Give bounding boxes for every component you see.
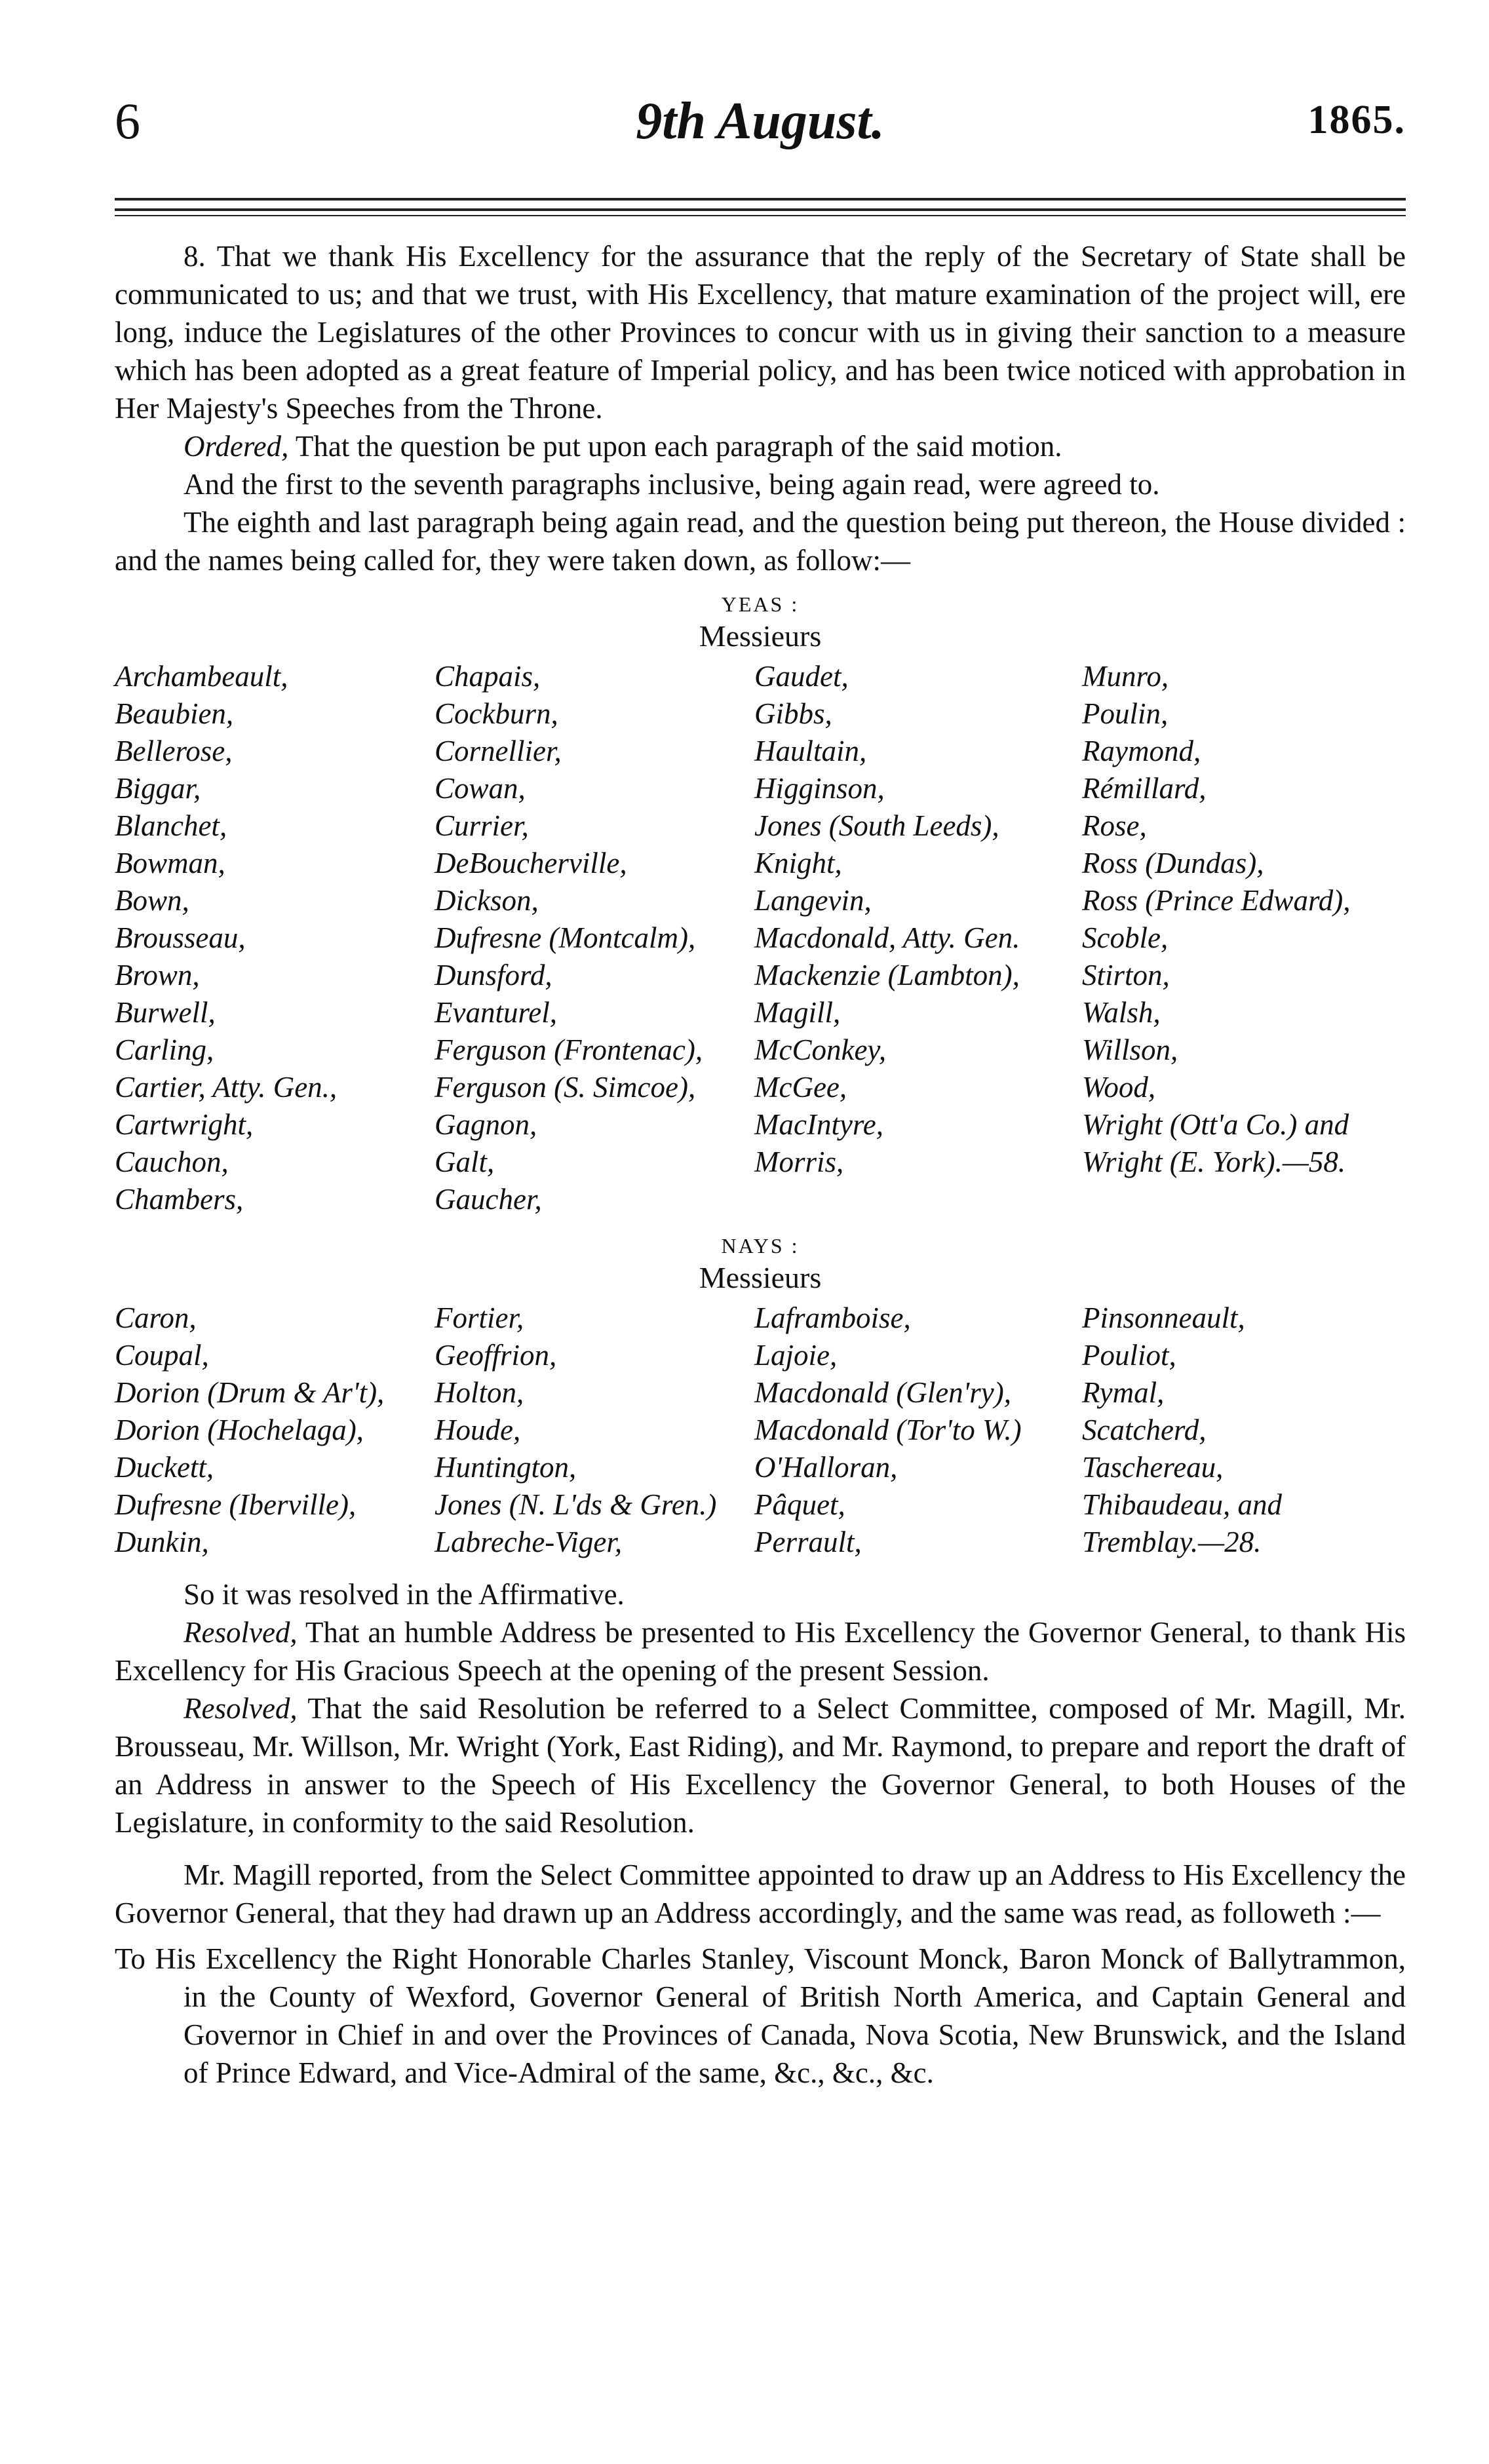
yeas-member-name: Cornellier, bbox=[435, 735, 562, 767]
yeas-member-name: Gibbs, bbox=[754, 697, 832, 730]
nays-heading: NAYS : bbox=[721, 1234, 800, 1258]
yeas-member-name: Scoble, bbox=[1082, 921, 1169, 954]
yeas-member-name: Brousseau, bbox=[115, 921, 246, 954]
yeas-member-name: Rémillard, bbox=[1082, 772, 1207, 805]
resolved-text-1: That an humble Address be presented to His Excellency the Governor General, to thank His Excellency for His Gracious Speech at the opening of the present Session. bbox=[115, 1616, 1406, 1687]
page-body bbox=[115, 237, 1406, 2092]
nays-column-2 bbox=[435, 1299, 754, 1561]
nays-member-name: Perrault, bbox=[754, 1526, 862, 1558]
yeas-member-name: Magill, bbox=[754, 996, 841, 1029]
yeas-member-name: McConkey, bbox=[754, 1033, 887, 1066]
yeas-member-name: Cowan, bbox=[435, 772, 526, 805]
nays-member-name: Dorion (Drum & Ar't), bbox=[115, 1376, 385, 1409]
yeas-member-name: Dunsford, bbox=[435, 959, 552, 991]
yeas-member-name: Gagnon, bbox=[435, 1108, 537, 1141]
nays-list bbox=[115, 1299, 1406, 1561]
yeas-member-name: Cartier, Atty. Gen., bbox=[115, 1071, 338, 1104]
resolved-text-2: That the said Resolution be referred to a Select Committee, composed of Mr. Magill, Mr. Brousseau, Mr. Willson, Mr. Wright (York, East Riding), and Mr. Raymond, to prepare and report the draft of an Address in answer to the Speech of His Excellency the Governor General, to both Houses of the Legislature, in conformity to the said Resolution. bbox=[115, 1692, 1406, 1839]
yeas-member-name: Blanchet, bbox=[115, 809, 227, 842]
yeas-messieurs: Messieurs bbox=[699, 619, 822, 653]
yeas-member-name: DeBoucherville, bbox=[435, 847, 627, 879]
yeas-heading: YEAS : bbox=[721, 592, 800, 616]
resolved-label: Resolved, bbox=[184, 1616, 298, 1649]
header-rule bbox=[115, 198, 1406, 201]
first-to-seventh-paragraph: And the first to the seventh paragraphs inclusive, being again read, were agreed to. bbox=[184, 468, 1160, 501]
yeas-member-name: Higginson, bbox=[754, 772, 885, 805]
paragraph-eight: 8. That we thank His Excellency for the assurance that the reply of the Secretary of State shall be communicated to us; and that we trust, with His Excellency, that mature examination of the project will, ere long, induce the Legislatures of the other Provinces to concur with us in giving their sanction to a measure which has been adopted as a great feature of Imperial policy, and has been twice noticed with approbation in Her Majesty's Speeches from the Throne. bbox=[115, 240, 1406, 425]
yeas-member-name: Cartwright, bbox=[115, 1108, 254, 1141]
nays-member-name: Macdonald (Tor'to W.) bbox=[754, 1414, 1022, 1446]
nays-member-name: Thibaudeau, and bbox=[1082, 1488, 1283, 1521]
nays-member-name: Holton, bbox=[435, 1376, 524, 1409]
yeas-member-name: Gaudet, bbox=[754, 660, 849, 693]
yeas-member-name: Currier, bbox=[435, 809, 529, 842]
yeas-member-name: Gaucher, bbox=[435, 1183, 542, 1216]
yeas-member-name: Mackenzie (Lambton), bbox=[754, 959, 1020, 991]
nays-member-name: Rymal, bbox=[1082, 1376, 1165, 1409]
nays-member-name: Pinsonneault, bbox=[1082, 1301, 1245, 1334]
nays-messieurs: Messieurs bbox=[699, 1261, 822, 1294]
nays-column-1 bbox=[115, 1299, 435, 1561]
page-year: 1865. bbox=[1307, 98, 1406, 142]
reported-paragraph: Mr. Magill reported, from the Select Committee appointed to draw up an Address to His Excellency the Governor General, that they had drawn up an Address accordingly, and the same was read, as followeth :— bbox=[115, 1858, 1406, 1929]
nays-member-name: Dunkin, bbox=[115, 1526, 209, 1558]
eighth-paragraph: The eighth and last paragraph being again read, and the question being put thereon, the House divided : and the names being called for, they were taken down, as follow:— bbox=[115, 506, 1406, 577]
yeas-member-name: Knight, bbox=[754, 847, 842, 879]
yeas-member-name: Wood, bbox=[1082, 1071, 1156, 1104]
yeas-member-name: Cockburn, bbox=[435, 697, 558, 730]
page-number: 6 bbox=[115, 92, 140, 149]
yeas-member-name: Chapais, bbox=[435, 660, 541, 693]
nays-member-name: Coupal, bbox=[115, 1339, 209, 1372]
nays-member-name: Lajoie, bbox=[754, 1339, 838, 1372]
page-date: 9th August. bbox=[636, 92, 885, 150]
yeas-member-name: McGee, bbox=[754, 1071, 847, 1104]
nays-member-name: Taschereau, bbox=[1082, 1451, 1224, 1484]
page-header bbox=[115, 92, 1406, 157]
nays-member-name: Geoffrion, bbox=[435, 1339, 557, 1372]
header-rule bbox=[115, 208, 1406, 211]
resolved-paragraph-2 bbox=[115, 1689, 1406, 1841]
yeas-member-name: Walsh, bbox=[1082, 996, 1161, 1029]
yeas-column-1 bbox=[115, 658, 435, 1218]
nays-member-name: Pouliot, bbox=[1082, 1339, 1176, 1372]
nays-member-name: Huntington, bbox=[435, 1451, 577, 1484]
nays-member-name: Dufresne (Iberville), bbox=[115, 1488, 357, 1521]
yeas-member-name: Munro, bbox=[1082, 660, 1169, 693]
yeas-member-name: Ross (Prince Edward), bbox=[1082, 884, 1351, 917]
nays-member-name: O'Halloran, bbox=[754, 1451, 898, 1484]
yeas-member-name: Carling, bbox=[115, 1033, 214, 1066]
yeas-member-name: Bown, bbox=[115, 884, 189, 917]
yeas-member-name: Dickson, bbox=[435, 884, 539, 917]
ordered-paragraph bbox=[115, 427, 1406, 465]
yeas-member-name: Dufresne (Montcalm), bbox=[435, 921, 696, 954]
yeas-member-name: Morris, bbox=[754, 1145, 844, 1178]
yeas-member-name: Biggar, bbox=[115, 772, 201, 805]
nays-member-name: Macdonald (Glen'ry), bbox=[754, 1376, 1012, 1409]
address-heading: To His Excellency the Right Honorable Charles Stanley, Viscount Monck, Baron Monck of Ballytrammon, in the County of Wexford, Governor General of British North America, and Captain General and Governor in Chief in and over the Provinces of Canada, Nova Scotia, New Brunswick, and the Island of Prince Edward, and Vice-Admiral of the same, &c., &c., &c. bbox=[115, 1942, 1406, 2089]
yeas-member-name: Beaubien, bbox=[115, 697, 234, 730]
yeas-member-name: Ross (Dundas), bbox=[1082, 847, 1264, 879]
yeas-column-4 bbox=[1082, 658, 1406, 1218]
yeas-member-name: Wright (E. York).—58. bbox=[1082, 1145, 1346, 1178]
yeas-column-3 bbox=[754, 658, 1082, 1218]
affirmative-paragraph: So it was resolved in the Affirmative. bbox=[184, 1578, 625, 1611]
yeas-member-name: Evanturel, bbox=[435, 996, 558, 1029]
yeas-list bbox=[115, 658, 1406, 1218]
nays-member-name: Pâquet, bbox=[754, 1488, 845, 1521]
yeas-member-name: Bellerose, bbox=[115, 735, 233, 767]
yeas-member-name: Galt, bbox=[435, 1145, 495, 1178]
yeas-member-name: Ferguson (Frontenac), bbox=[435, 1033, 703, 1066]
nays-member-name: Labreche-Viger, bbox=[435, 1526, 623, 1558]
yeas-member-name: Jones (South Leeds), bbox=[754, 809, 999, 842]
ordered-label: Ordered, bbox=[184, 430, 289, 463]
yeas-member-name: Chambers, bbox=[115, 1183, 244, 1216]
yeas-member-name: Bowman, bbox=[115, 847, 225, 879]
yeas-member-name: Wright (Ott'a Co.) and bbox=[1082, 1108, 1349, 1141]
yeas-member-name: Archambeault, bbox=[115, 660, 288, 693]
nays-member-name: Dorion (Hochelaga), bbox=[115, 1414, 364, 1446]
nays-member-name: Caron, bbox=[115, 1301, 197, 1334]
nays-member-name: Jones (N. L'ds & Gren.) bbox=[435, 1488, 717, 1521]
yeas-member-name: Willson, bbox=[1082, 1033, 1178, 1066]
yeas-member-name: Poulin, bbox=[1082, 697, 1169, 730]
nays-member-name: Laframboise, bbox=[754, 1301, 911, 1334]
yeas-column-2 bbox=[435, 658, 754, 1218]
resolved-paragraph-1 bbox=[115, 1613, 1406, 1689]
ordered-text: That the question be put upon each paragraph of the said motion. bbox=[288, 430, 1062, 463]
yeas-member-name: Macdonald, Atty. Gen. bbox=[754, 921, 1020, 954]
nays-column-4 bbox=[1082, 1299, 1406, 1561]
resolved-label: Resolved, bbox=[184, 1692, 298, 1725]
header-rule bbox=[115, 215, 1406, 216]
nays-member-name: Tremblay.—28. bbox=[1082, 1526, 1262, 1558]
yeas-member-name: Burwell, bbox=[115, 996, 216, 1029]
nays-member-name: Houde, bbox=[435, 1414, 521, 1446]
yeas-member-name: Langevin, bbox=[754, 884, 872, 917]
yeas-member-name: Raymond, bbox=[1082, 735, 1201, 767]
yeas-member-name: Ferguson (S. Simcoe), bbox=[435, 1071, 696, 1104]
nays-member-name: Scatcherd, bbox=[1082, 1414, 1207, 1446]
yeas-member-name: Brown, bbox=[115, 959, 200, 991]
yeas-member-name: Stirton, bbox=[1082, 959, 1170, 991]
nays-member-name: Duckett, bbox=[115, 1451, 214, 1484]
yeas-member-name: MacIntyre, bbox=[754, 1108, 883, 1141]
yeas-member-name: Rose, bbox=[1082, 809, 1147, 842]
nays-member-name: Fortier, bbox=[435, 1301, 524, 1334]
yeas-member-name: Haultain, bbox=[754, 735, 867, 767]
nays-column-3 bbox=[754, 1299, 1082, 1561]
yeas-member-name: Cauchon, bbox=[115, 1145, 229, 1178]
